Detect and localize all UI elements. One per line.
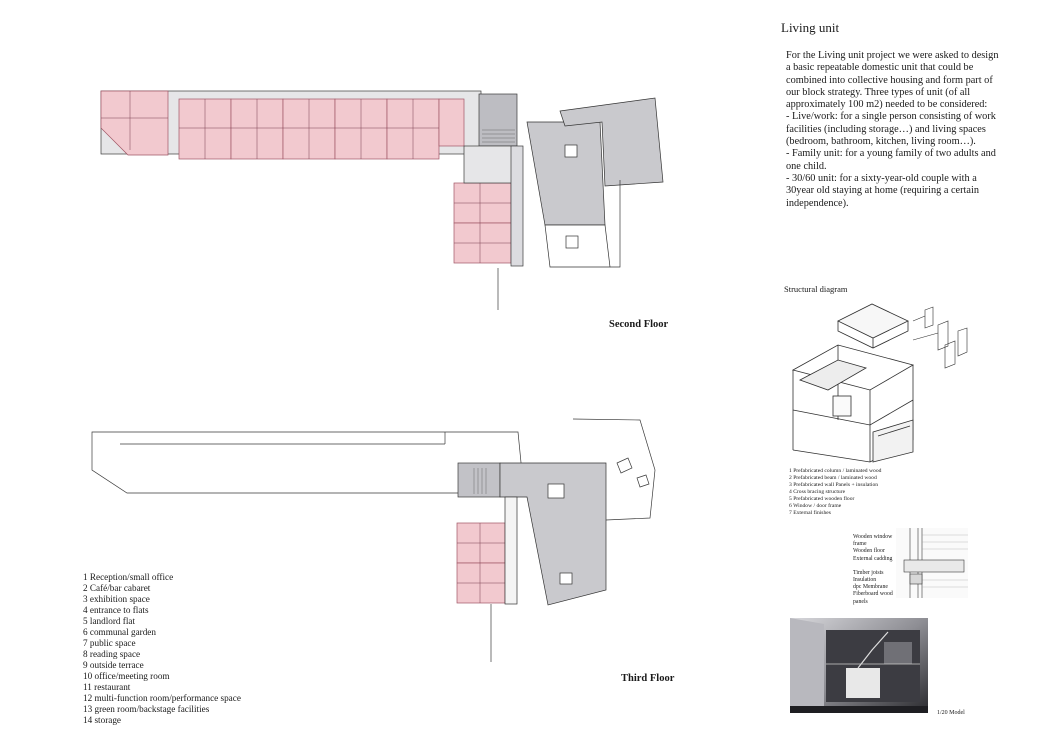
wall-detail-label: Wooden floor	[853, 548, 885, 555]
model-caption: 1/20 Model	[937, 710, 965, 716]
legend-item: 9 outside terrace	[83, 660, 144, 670]
wall-detail-labels	[853, 534, 893, 606]
second-floor-corridor	[511, 146, 523, 266]
wall-detail-drawing	[896, 528, 968, 598]
second-floor-communal-space	[527, 122, 605, 225]
legend-item: 5 landlord flat	[83, 616, 136, 626]
wall-detail-label: dpc Membrane	[853, 584, 888, 591]
legend-item: 14 storage	[83, 715, 122, 725]
structural-legend-item: 3 Prefabricated wall Panels + insulation	[789, 482, 879, 488]
second-floor-housing-units	[101, 91, 511, 263]
description-30-60-unit: - 30/60 unit: for a sixty-year-old couple with a 30year old staying at home (requiring a certain independence).	[786, 172, 979, 209]
wall-detail-label: Fiberboard wood	[853, 591, 893, 598]
legend-item: 10 office/meeting room	[83, 671, 170, 681]
second-floor-boundary-2	[610, 180, 620, 267]
legend-item: 4 entrance to flats	[83, 605, 149, 615]
structural-legend-item: 5 Prefabricated wooden floor	[789, 496, 855, 502]
second-floor-void	[566, 236, 578, 248]
second-floor-link	[464, 146, 516, 183]
description-family-unit: - Family unit: for a young family of two adults and one child.	[786, 148, 996, 172]
legend-item: 2 Café/bar cabaret	[83, 583, 151, 593]
third-floor-stair-core	[458, 463, 500, 497]
structural-legend-item: 1 Prefabricated column / laminated wood	[789, 468, 882, 474]
description-paragraph: For the Living unit project we were asked to design a basic repeatable domestic unit that could be combined into collective housing and form part of our block strategy. Three types of unit (of all approximately 100 m2) needed to be considered:	[786, 50, 999, 111]
wall-detail-label: Insulation	[853, 577, 877, 584]
wall-detail-label: Wooden window	[853, 534, 893, 540]
structural-legend-item: 2 Prefabricated beam / laminated wood	[789, 475, 877, 481]
second-floor-void-2	[565, 145, 577, 157]
structural-legend	[789, 468, 881, 517]
legend-item: 3 exhibition space	[83, 594, 150, 604]
wall-detail-label	[853, 563, 893, 570]
second-floor-plan	[101, 91, 663, 310]
third-floor-label: Third Floor	[621, 673, 675, 684]
second-floor-label: Second Floor	[609, 319, 669, 330]
structural-legend-item: 6 Window / door frame	[789, 503, 842, 509]
legend-item: 1 Reception/small office	[83, 572, 174, 582]
structural-legend-item: 4 Cross bracing structure	[789, 489, 846, 495]
project-description	[786, 50, 1000, 210]
room-legend	[83, 572, 241, 726]
third-floor-housing-units	[457, 523, 505, 603]
legend-item: 12 multi-function room/performance space	[83, 693, 241, 703]
wall-detail-label: Timber joists	[853, 569, 884, 576]
legend-item: 13 green room/backstage facilities	[83, 704, 210, 714]
description-live-work: - Live/work: for a single person consisting of work facilities (including storage…) and living spaces (bedroom, bathroom, kitchen, living room…).	[786, 111, 996, 148]
structural-diagram	[793, 304, 967, 462]
legend-item: 8 reading space	[83, 649, 141, 659]
wall-detail-label: External cadding	[853, 555, 893, 562]
wall-detail-label: panels	[853, 598, 868, 605]
model-photo	[790, 618, 928, 713]
structural-diagram-title: Structural diagram	[784, 284, 848, 294]
wall-detail-label: frame	[853, 541, 867, 548]
legend-item: 11 restaurant	[83, 682, 131, 692]
structural-legend-item: 7 External finishes	[789, 510, 831, 516]
page-title: Living unit	[781, 20, 840, 35]
legend-item: 7 public space	[83, 638, 136, 648]
legend-item: 6 communal garden	[83, 627, 156, 637]
